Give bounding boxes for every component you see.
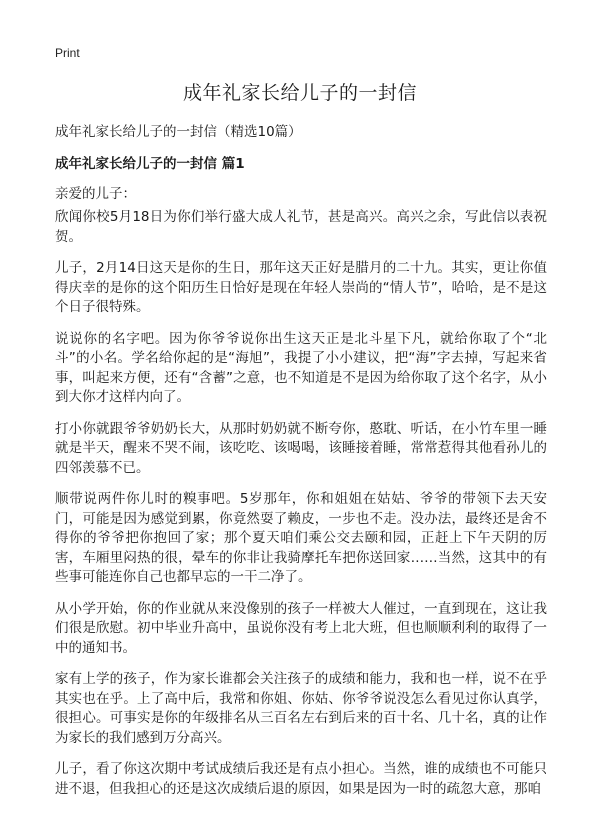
paragraph-4: 打小你就跟爷爷奶奶长大，从那时奶奶就不断夸你，憨耽、听话，在小竹车里一睡就是半天，醒来不哭不闹，该吃吃、该喝喝，该睡接着睡，常常惹得其他看孙儿的四邻羡慕不已。: [55, 420, 547, 476]
print-link[interactable]: Print: [55, 46, 80, 60]
letter-body: [55, 208, 547, 811]
paragraph-5: 顺带说两件你儿时的糗事吧。5岁那年，你和姐姐在姑姑、爷爷的带领下去天安门，可能是因为感觉到累，你竟然耍了赖皮，一步也不走。没办法，最终还是舍不得你的爷爷把你抱回了家；那个夏天咱们乘公交去颐和园，正赶上下午天阴的厉害，车厢里闷热的很，晕车的你非让我骑摩托车把你送回家……当然，这其中的有些事可能连你自己也都早忘的一干二净了。: [55, 491, 547, 585]
paragraph-2: 儿子，2月14日这天是你的生日，那年这天正好是腊月的二十九。其实，更让你值得庆幸的是你的这个阳历生日恰好是现在年轻人崇尚的“情人节”，哈哈，是不是这个日子很特殊。: [55, 260, 547, 315]
paragraph-6: 从小学开始，你的作业就从来没像别的孩子一样被大人催过，一直到现在，这让我们很是欣慰。初中毕业升高中，虽说你没有考上北大班，但也顺顺利利的取得了一中的通知书。: [55, 600, 547, 656]
letter-greeting: 亲爱的儿子：: [55, 186, 136, 202]
document-subtitle: 成年礼家长给儿子的一封信（精选10篇）: [55, 124, 302, 140]
document-title: 成年礼家长给儿子的一封信: [182, 82, 417, 104]
paragraph-7: 家有上学的孩子，作为家长谁都会关注孩子的成绩和能力，我和也一样，说不在乎其实也在乎。上了高中后，我常和你姐、你姑、你爷爷说没怎么看见过你认真学，很担心。可事实是你的年级排名从三百名左右到后来的百十名、几十名，真的让作为家长的我们感到万分高兴。: [55, 671, 547, 746]
paragraph-1: 欣闻你校5月18日为你们举行盛大成人礼节，甚是高兴。高兴之余，写此信以表祝贺。: [55, 209, 547, 245]
paragraph-8: 儿子，看了你这次期中考试成绩后我还是有点小担心。当然，谁的成绩也不可能只进不退，但我担心的还是这次成绩后退的原因，如果是因为一时的疏忽大意，那咱: [55, 761, 547, 797]
paragraph-3: 说说你的名字吧。因为你爷爷说你出生这天正是北斗星下凡，就给你取了个“北斗”的小名。学名给你起的是“海旭”，我提了小小建议，把“海”字去掉，写起来省事，叫起来方便，还有“含蓄”之意，也不知道是不是因为给你取了这个名字，从小到大你才这样内向了。: [55, 330, 547, 405]
section-heading: 成年礼家长给儿子的一封信 篇1: [55, 156, 245, 172]
